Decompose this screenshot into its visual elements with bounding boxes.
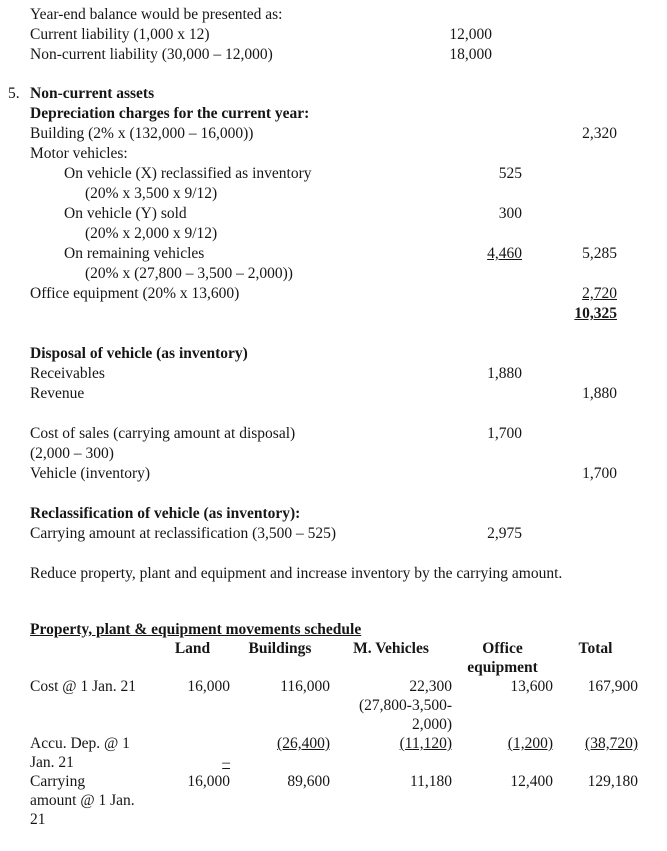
- disposal-heading: Disposal of vehicle (as inventory): [30, 345, 248, 362]
- header-buildings: Buildings: [248, 640, 312, 657]
- acc-dep-total: (38,720): [585, 735, 638, 752]
- office-equipment-label: Office equipment (20% x 13,600): [30, 285, 240, 302]
- revenue-credit: 1,880: [582, 385, 617, 402]
- cost-m-vehicles-note-line2: 2,000): [411, 716, 452, 733]
- carrying-office: 12,400: [510, 773, 553, 790]
- carrying-row-label: [30, 772, 155, 829]
- nil-spacer: [155, 734, 230, 753]
- schedule-header-row: [30, 639, 617, 677]
- receivables-row: [30, 364, 617, 384]
- carrying-total: 129,180: [587, 773, 638, 790]
- cost-land: 16,000: [187, 678, 230, 695]
- acc-dep-buildings: (26,400): [277, 735, 330, 752]
- cost-of-sales-formula: (2,000 – 300): [30, 445, 114, 462]
- building-depreciation-row: [30, 124, 617, 144]
- receivables-label: Receivables: [30, 365, 105, 382]
- cost-total: 167,900: [587, 678, 638, 695]
- non-current-liability-row: [30, 45, 617, 65]
- cost-of-sales-row: [30, 424, 617, 444]
- acc-dep-label-line1: Accu. Dep. @ 1: [30, 735, 130, 752]
- cost-buildings: 116,000: [280, 678, 330, 695]
- carrying-amount-value: 2,975: [487, 525, 522, 542]
- carrying-label-line1: Carrying: [30, 773, 86, 790]
- vehicle-y-label: On vehicle (Y) sold: [64, 205, 187, 222]
- receivables-debit: 1,880: [487, 365, 522, 382]
- reclassification-note: Reduce property, plant and equipment and increase inventory by the carrying amount.: [30, 565, 563, 582]
- carrying-land: 16,000: [187, 773, 230, 790]
- carrying-label-line3: 21: [30, 811, 46, 828]
- acc-dep-land: [155, 734, 230, 772]
- revenue-label: Revenue: [30, 385, 85, 402]
- vehicle-x-row: [30, 164, 617, 184]
- remaining-vehicles-row: [30, 244, 617, 264]
- building-depreciation-total: 2,320: [582, 125, 617, 142]
- vehicle-x-label: On vehicle (X) reclassified as inventory: [64, 165, 312, 182]
- carrying-amount-table-row: [30, 772, 638, 829]
- cost-m-vehicles: [330, 677, 452, 734]
- remaining-vehicles-formula: (20% x (27,800 – 3,500 – 2,000)): [85, 265, 293, 282]
- accumulated-depreciation-row: [30, 734, 638, 772]
- vehicle-x-formula: (20% x 3,500 x 9/12): [85, 185, 218, 202]
- office-equipment-row: [30, 284, 617, 304]
- disposal-section: [30, 344, 617, 484]
- cost-of-sales-label: Cost of sales (carrying amount at disposal): [30, 425, 296, 442]
- cost-of-sales-debit: 1,700: [487, 425, 522, 442]
- header-land: Land: [174, 640, 211, 657]
- remaining-vehicles-amount: 4,460: [487, 245, 522, 262]
- year-end-heading: Year-end balance would be presented as:: [30, 6, 283, 23]
- non-current-liability-amount: 18,000: [449, 46, 492, 63]
- acc-dep-label-line2: Jan. 21: [30, 754, 74, 771]
- current-liability-row: [30, 25, 617, 45]
- year-end-balance-section: [30, 5, 617, 65]
- vehicle-inventory-credit: 1,700: [582, 465, 617, 482]
- carrying-amount-row: [30, 524, 617, 544]
- current-liability-amount: 12,000: [449, 26, 492, 43]
- cost-row: [30, 677, 638, 734]
- cost-m-vehicles-note-line1: (27,800-3,500-: [359, 697, 452, 714]
- building-depreciation-label: Building (2% x (132,000 – 16,000)): [30, 125, 254, 142]
- vehicle-y-amount: 300: [498, 205, 522, 222]
- header-total: Total: [578, 640, 613, 657]
- movements-schedule-section: [30, 620, 638, 829]
- cost-m-vehicles-value: 22,300: [409, 678, 452, 695]
- vehicle-y-row: [30, 204, 617, 224]
- office-equipment-total: 2,720: [582, 285, 617, 302]
- non-current-liability-label: Non-current liability (30,000 – 12,000): [30, 46, 273, 63]
- motor-vehicles-label: Motor vehicles:: [30, 145, 128, 162]
- carrying-buildings: 89,600: [287, 773, 330, 790]
- depreciation-grand-total: 10,325: [574, 305, 617, 322]
- acc-dep-row-label: [30, 734, 155, 772]
- carrying-amount-label: Carrying amount at reclassification (3,500 – 525): [30, 525, 337, 542]
- motor-vehicles-subtotal: 5,285: [582, 245, 617, 262]
- schedule-title: Property, plant & equipment movements schedule: [30, 621, 362, 638]
- item-5-section: [8, 84, 617, 324]
- remaining-vehicles-label: On remaining vehicles: [64, 245, 205, 262]
- item-number: 5.: [8, 85, 20, 102]
- carrying-label-line2: amount @ 1 Jan.: [30, 792, 135, 809]
- vehicle-y-formula: (20% x 2,000 x 9/12): [85, 225, 218, 242]
- depreciation-heading: Depreciation charges for the current year:: [30, 105, 310, 122]
- current-liability-label: Current liability (1,000 x 12): [30, 26, 210, 43]
- acc-dep-m-vehicles: (11,120): [399, 735, 452, 752]
- depreciation-total-row: [30, 304, 617, 324]
- reclassification-heading: Reclassification of vehicle (as inventory):: [30, 505, 301, 522]
- vehicle-x-amount: 525: [498, 165, 522, 182]
- header-office-equipment: Office equipment: [467, 640, 538, 676]
- year-end-heading-row: [30, 5, 617, 25]
- carrying-m-vehicles: 11,180: [409, 773, 452, 790]
- item-5-title: Non-current assets: [30, 85, 155, 102]
- cost-row-label: Cost @ 1 Jan. 21: [30, 678, 136, 695]
- acc-dep-office: (1,200): [507, 735, 553, 752]
- reclassification-section: [30, 504, 617, 584]
- cost-office: 13,600: [510, 678, 553, 695]
- revenue-row: [30, 384, 617, 404]
- vehicle-inventory-label: Vehicle (inventory): [30, 465, 151, 482]
- header-m-vehicles: M. Vehicles: [353, 640, 429, 657]
- vehicle-inventory-row: [30, 464, 617, 484]
- acc-dep-land-nil: –: [222, 754, 230, 771]
